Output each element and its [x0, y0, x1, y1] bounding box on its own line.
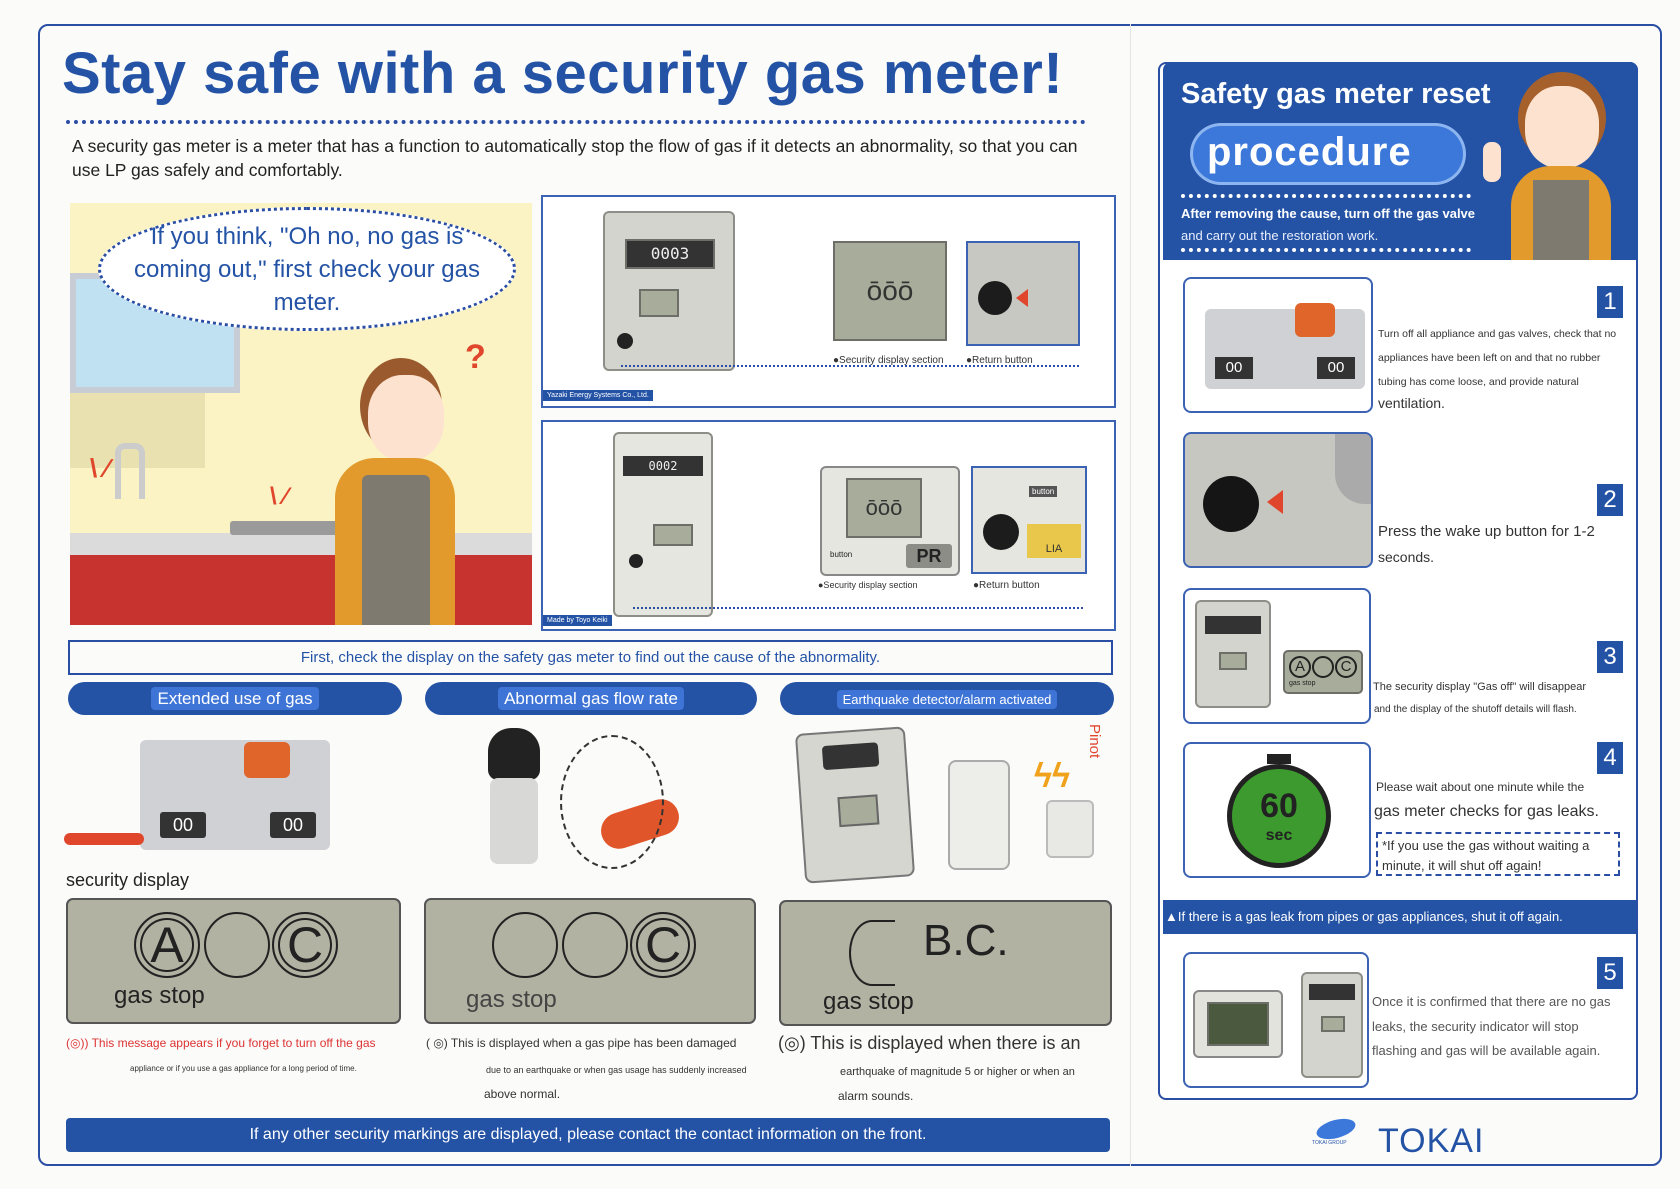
fold-line	[1130, 24, 1131, 1166]
intro-text: A security gas meter is a meter that has a function to automatically stop the flow of gas if it detects an abnormality, so that you can use LP gas safely and comfortably.	[72, 136, 1078, 180]
display-ring-partial	[849, 920, 895, 986]
alarm-lightning-icon: ϟϟ	[1034, 757, 1070, 795]
meter-lcd-small	[1321, 1016, 1345, 1032]
check-display-instruction: First, check the display on the safety gas meter to find out the cause of the abnormality.	[68, 640, 1113, 675]
cause-note-line2: appliance or if you use a gas appliance for a long period of time.	[130, 1064, 357, 1073]
security-display-abnormal-flow	[424, 898, 756, 1024]
meter-counter: 0002	[623, 456, 703, 476]
gas-leak-swirl-icon	[560, 735, 664, 869]
gas-meter-icon	[1195, 600, 1271, 708]
meter-panel-yazaki	[541, 195, 1116, 408]
gas-hose-icon	[64, 833, 144, 845]
cause-note-line2: due to an earthquake or when gas usage has suddenly increased	[486, 1065, 747, 1075]
return-button-icon	[978, 281, 1012, 315]
step-3-number: 3	[1597, 641, 1623, 673]
display-ring-empty	[1312, 656, 1334, 678]
cause-note-line1: (◎) This is displayed when there is an	[778, 1033, 1081, 1053]
meter-lcd-small	[1219, 652, 1247, 670]
display-bc: B.C.	[923, 916, 1009, 965]
wake-up-button-icon	[1203, 476, 1259, 532]
security-display-closeup: ōōō	[833, 241, 947, 341]
button-label: button	[1029, 486, 1057, 497]
speech-bubble-text: If you think, "Oh no, no gas is coming out," first check your gas meter.	[134, 222, 480, 316]
step-1-number: 1	[1597, 286, 1623, 318]
contact-info-bar: If any other security markings are displayed, please contact the contact information on the front.	[66, 1118, 1110, 1152]
alert-marks-icon: \ ∕	[90, 453, 109, 483]
lcd-rings	[1207, 1002, 1269, 1046]
display-ring-a: A	[134, 912, 200, 978]
meter-lcd-small	[653, 524, 693, 546]
step-3-image	[1183, 588, 1371, 724]
gas-stop-label: gas stop	[114, 982, 205, 1009]
question-mark-icon: ?	[465, 338, 486, 376]
speech-bubble	[98, 207, 516, 331]
maker-tag: Yazaki Energy Systems Co., Ltd.	[543, 390, 653, 401]
pinot-label: Pinot	[1086, 724, 1103, 759]
reset-subtitle: procedure	[1207, 130, 1412, 174]
return-button-closeup	[966, 241, 1080, 346]
security-display-extended-use	[66, 898, 401, 1024]
woman-apron	[362, 475, 430, 625]
stove-knob-icon: 00	[160, 812, 206, 838]
security-display-closeup	[1193, 990, 1283, 1058]
header-dots	[1181, 194, 1471, 198]
counter-top	[70, 533, 532, 555]
alarm-icon	[1046, 800, 1094, 858]
timer-crown-icon	[1267, 754, 1291, 764]
cause-heading-text: Earthquake detector/alarm activated	[837, 690, 1058, 709]
timer-unit: sec	[1265, 827, 1293, 844]
gas-stove-icon	[140, 740, 330, 850]
security-display-closeup	[820, 466, 960, 576]
pot-icon	[244, 742, 290, 778]
woman-face	[368, 375, 444, 461]
display-ring-empty	[562, 912, 628, 978]
cause-note-line3: above normal.	[484, 1087, 561, 1101]
cause-note-line3: alarm sounds.	[838, 1089, 914, 1103]
pointing-hand-icon	[1483, 142, 1501, 182]
stove-knob-icon: 00	[270, 812, 316, 838]
step-3-text: The security display "Gas off" will disappear	[1373, 681, 1587, 693]
security-display-label: ●Security display section	[818, 580, 918, 590]
gas-valve-body-icon	[490, 778, 538, 864]
button-label: button	[830, 550, 853, 559]
meter-counter: 0003	[625, 239, 715, 269]
pr-label: PR	[906, 544, 952, 568]
step-1-text-end: ventilation.	[1378, 395, 1445, 411]
lia-label: LIA	[1027, 524, 1081, 558]
gas-stop-label: gas stop	[1289, 680, 1316, 687]
logo-sub: TOKAI GROUP	[1312, 1140, 1347, 1146]
step-4-warning: *If you use the gas without waiting a minute, it will shut off again!	[1376, 832, 1620, 876]
step-2-text: Press the wake up button for 1-2	[1378, 523, 1595, 540]
cause-note-line1: ( ◎) This is displayed when a gas pipe has been damaged	[426, 1036, 737, 1050]
leader-line	[633, 607, 1083, 609]
logo-swoosh	[1314, 1115, 1357, 1143]
gas-meter-icon	[613, 432, 713, 617]
display-ring-empty	[492, 912, 558, 978]
return-button-icon	[983, 514, 1019, 550]
pot-icon	[1295, 303, 1335, 337]
meter-lcd-small	[639, 289, 679, 317]
step-4-text-emphasis: gas meter checks for gas leaks.	[1374, 803, 1599, 820]
security-display-earthquake	[779, 900, 1112, 1026]
return-button-icon	[617, 333, 633, 349]
cause-heading-abnormal-flow	[425, 682, 757, 715]
reset-procedure-header	[1163, 62, 1638, 260]
stove-knob-icon: 00	[1215, 357, 1253, 379]
step-5-number: 5	[1597, 957, 1623, 989]
cause-heading-text: Abnormal gas flow rate	[498, 687, 684, 710]
arrow-icon	[1267, 490, 1283, 514]
meter-edge	[1335, 434, 1373, 504]
step-4-text: Please wait about one minute while the	[1376, 780, 1585, 794]
display-ring-c: C	[630, 912, 696, 978]
cause-heading-earthquake	[780, 682, 1114, 715]
leader-line	[621, 365, 1079, 367]
meter-counter-icon	[1205, 616, 1261, 634]
faucet-icon	[115, 443, 145, 499]
gas-stop-label: gas stop	[466, 986, 557, 1013]
tokai-logo-icon	[1312, 1116, 1362, 1146]
step-5-image	[1183, 952, 1369, 1088]
stove-icon	[230, 521, 350, 535]
gas-meter-icon	[603, 211, 735, 371]
procedure-badge	[1193, 126, 1463, 182]
cause-heading-text: Extended use of gas	[151, 687, 318, 710]
security-display-label: security display	[66, 870, 190, 890]
step-3-display	[1283, 650, 1363, 694]
title-underline	[66, 120, 1086, 124]
header-dots	[1181, 248, 1471, 252]
step-1-text: Turn off all appliance and gas valves, check that no appliances have been left on and that no rubber tubing has come loose, and provide natural	[1378, 328, 1617, 388]
meter-counter-icon	[822, 742, 880, 770]
earthquake-detector-icon	[948, 760, 1010, 870]
step-1-image	[1183, 277, 1373, 413]
security-display-label: ●Security display section	[833, 355, 944, 366]
gas-stove-icon	[1205, 309, 1365, 389]
woman-face	[1525, 86, 1599, 168]
page-title: Stay safe with a security gas meter!	[62, 41, 1064, 106]
display-ring-c: C	[1335, 656, 1357, 678]
reset-lead-line2: and carry out the restoration work.	[1181, 228, 1379, 243]
arrow-icon	[1016, 289, 1028, 307]
reset-title: Safety gas meter reset	[1181, 78, 1491, 110]
cause-note-line1: (◎)) This message appears if you forget to turn off the gas	[66, 1036, 376, 1050]
alert-marks-icon: \ ∕	[270, 483, 288, 510]
gas-stop-label: gas stop	[823, 988, 914, 1015]
cause-note-line2: earthquake of magnitude 5 or higher or when an	[840, 1066, 1075, 1078]
display-ring-c: C	[272, 912, 338, 978]
gas-leak-warning-bar: ▲If there is a gas leak from pipes or gas appliances, shut it off again.	[1163, 900, 1636, 934]
meter-lcd-small	[837, 794, 879, 827]
reset-lead-line1: After removing the cause, turn off the gas valve	[1181, 206, 1476, 221]
timer-icon	[1227, 764, 1331, 868]
cause-heading-extended-use	[68, 682, 402, 715]
shaking-meter-icon	[795, 726, 915, 883]
cabinet	[70, 555, 532, 625]
step-4-image	[1183, 742, 1371, 878]
woman-apron	[1533, 180, 1589, 260]
return-button-label: ●Return button	[973, 580, 1040, 591]
step-2-number: 2	[1597, 484, 1623, 516]
return-button-label: ●Return button	[966, 355, 1033, 366]
display-ring-a: A	[1289, 656, 1311, 678]
step-5-text: Once it is confirmed that there are no gas leaks, the security indicator will stop flashing and gas will be available again.	[1372, 994, 1611, 1058]
meter-counter-icon	[1309, 984, 1355, 1000]
meter-panel-toyo	[541, 420, 1116, 631]
gas-valve-knob-icon	[488, 728, 540, 780]
timer-value: 60	[1260, 787, 1298, 825]
stove-knob-icon: 00	[1317, 357, 1355, 379]
step-2-text-end: seconds.	[1378, 549, 1435, 565]
tokai-logo-text: TOKAI	[1378, 1122, 1485, 1160]
step-3-text-end: and the display of the shutoff details will flash.	[1374, 704, 1577, 715]
return-button-closeup	[971, 466, 1087, 574]
step-2-image	[1183, 432, 1373, 568]
maker-tag: Made by Toyo Keiki	[543, 615, 612, 626]
step-4-number: 4	[1597, 742, 1623, 774]
lcd-rings: ōōō	[846, 478, 922, 538]
return-button-icon	[629, 554, 643, 568]
display-ring-empty	[204, 912, 270, 978]
gas-meter-icon	[1301, 972, 1363, 1078]
